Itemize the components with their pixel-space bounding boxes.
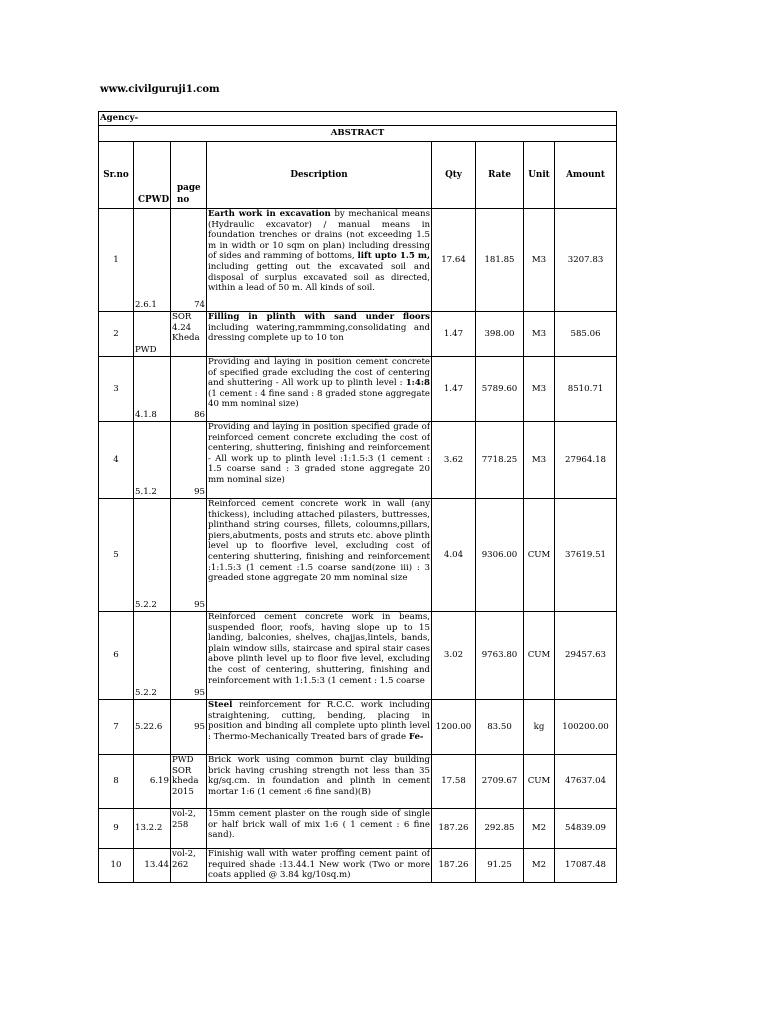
description-segment: reinforcement for R.C.C. work including straightening, cutting, bending, placing in position and binding all complete upto plinth level : Thermo-Mechanically Treated bars of grade: [208, 700, 430, 742]
row-description-text: [208, 422, 430, 486]
description-segment: Providing and laying in position cement concrete of specified grade excluding the cost of centering and shuttering - All work up to plinth level :: [208, 357, 430, 389]
row-page-no: vol-2, 262: [171, 849, 207, 883]
row-page-no: PWD SOR kheda 2015: [171, 755, 207, 809]
row-description-text: [208, 612, 430, 686]
row-unit: M2: [524, 809, 555, 849]
row-amount: 47637.04: [555, 755, 617, 809]
row-qty: 4.04: [432, 499, 476, 612]
row-qty: 17.58: [432, 755, 476, 809]
row-description: [207, 809, 432, 849]
row-description-text: [208, 700, 430, 742]
row-amount: 585.06: [555, 312, 617, 357]
row-unit: M3: [524, 357, 555, 422]
row-rate: 7718.25: [476, 422, 524, 499]
row-rate: 9763.80: [476, 612, 524, 700]
row-qty: 187.26: [432, 849, 476, 883]
table-row: [99, 357, 617, 422]
row-sr-no: 7: [99, 700, 134, 755]
table-row: [99, 209, 617, 312]
description-segment: including getting out the excavated soil and disposal of surplus excavated soil as directed, within a lead of 50 m. All kinds of soil.: [208, 261, 430, 294]
row-sr-no: 1: [99, 209, 134, 312]
row-cpwd-code: 13.2.2: [134, 809, 171, 849]
row-unit: kg: [524, 700, 555, 755]
table-title: ABSTRACT: [99, 126, 617, 142]
description-segment: Earth work in excavation: [208, 209, 331, 219]
row-description: [207, 422, 432, 499]
row-unit: M3: [524, 312, 555, 357]
description-segment: 1:4:8: [405, 378, 430, 389]
row-sr-no: 5: [99, 499, 134, 612]
row-cpwd-code: 5.22.6: [134, 700, 171, 755]
row-unit: M2: [524, 849, 555, 883]
table-row: [99, 849, 617, 883]
row-qty: 187.26: [432, 809, 476, 849]
row-description: [207, 849, 432, 883]
col-header-description: Description: [207, 142, 432, 209]
header-row: [99, 142, 617, 209]
table-row: [99, 422, 617, 499]
row-qty: 1.47: [432, 357, 476, 422]
row-amount: 8510.71: [555, 357, 617, 422]
row-page-no: 95: [171, 422, 207, 499]
row-description: [207, 612, 432, 700]
table-row: [99, 755, 617, 809]
col-header-page-line1: page: [177, 183, 201, 193]
row-rate: 83.50: [476, 700, 524, 755]
agency-label: Agency-: [99, 112, 617, 126]
description-segment: Reinforced cement concrete work in wall (any thickess), including attached pilasters, buttresses, plinthand string courses, fillets, coloumns,pillars, piers,abutments, posts and struts etc. above plinth level up to floorfive level, excluding cost of centering shuttering, finishing and reinforcement :1:1.5:3 (1 cement :1.5 coarse sand(zone iii) : 3 greaded stone aggregate 20 mm nominal size: [208, 499, 430, 584]
row-rate: 91.25: [476, 849, 524, 883]
row-page-no: 86: [171, 357, 207, 422]
row-description-text: [208, 499, 430, 584]
row-description-text: [208, 809, 430, 841]
row-page-no: 74: [171, 209, 207, 312]
row-amount: 27964.18: [555, 422, 617, 499]
row-qty: 17.64: [432, 209, 476, 312]
row-unit: M3: [524, 209, 555, 312]
row-amount: 100200.00: [555, 700, 617, 755]
row-cpwd-code: 6.19: [134, 755, 171, 809]
row-cpwd-code: 5.1.2: [134, 422, 171, 499]
row-description: [207, 209, 432, 312]
col-header-unit: Unit: [524, 142, 555, 209]
row-description: [207, 700, 432, 755]
col-header-sr: Sr.no: [99, 142, 134, 209]
row-description: [207, 357, 432, 422]
row-qty: 1.47: [432, 312, 476, 357]
row-description-text: [208, 755, 430, 797]
col-header-qty: Qty: [432, 142, 476, 209]
description-segment: Providing and laying in position specified grade of reinforced cement concrete excluding the cost of centering, shuttering, finishing and reinforcement - All work up to plinth level :1:1.5:3 (1 cement : 1.5 coarse sand : 3 graded stone aggregate 20 mm nominal size): [208, 422, 430, 485]
row-cpwd-code: 2.6.1: [134, 209, 171, 312]
description-segment: Finishig wall with water proffing cement paint of required shade :13.44.1 New work (Two or more coats applied @ 3.84 kg/10sq.m): [208, 849, 430, 881]
row-rate: 9306.00: [476, 499, 524, 612]
row-description: [207, 755, 432, 809]
row-amount: 54839.09: [555, 809, 617, 849]
row-sr-no: 6: [99, 612, 134, 700]
table-row: [99, 499, 617, 612]
row-qty: 3.62: [432, 422, 476, 499]
row-cpwd-code: 4.1.8: [134, 357, 171, 422]
description-segment: (1 cement : 4 fine sand : 8 graded stone aggregate 40 mm nominal size): [208, 388, 430, 410]
row-page-no: SOR 4.24 Kheda: [171, 312, 207, 357]
table-body: [99, 209, 617, 883]
row-amount: 37619.51: [555, 499, 617, 612]
description-segment: Steel: [208, 700, 233, 710]
col-header-cpwd: CPWD: [134, 142, 171, 209]
description-segment: Brick work using common burnt clay building brick having crushing strength not less than 35 kg/sq.cm. in foundation and plinth in cement mortar 1:6 (1 cement :6 fine sand)(B): [208, 755, 430, 797]
row-unit: CUM: [524, 499, 555, 612]
row-cpwd-code: 5.2.2: [134, 499, 171, 612]
row-sr-no: 4: [99, 422, 134, 499]
row-sr-no: 3: [99, 357, 134, 422]
row-rate: 398.00: [476, 312, 524, 357]
row-rate: 2709.67: [476, 755, 524, 809]
col-header-page-line2: no: [177, 195, 190, 205]
row-page-no: 95: [171, 499, 207, 612]
row-page-no: vol-2, 258: [171, 809, 207, 849]
row-unit: CUM: [524, 755, 555, 809]
description-segment: lift upto 1.5 m,: [357, 251, 430, 262]
row-cpwd-code: 13.44: [134, 849, 171, 883]
table-row: [99, 612, 617, 700]
table-row: [99, 700, 617, 755]
row-description: [207, 499, 432, 612]
row-rate: 5789.60: [476, 357, 524, 422]
row-qty: 1200.00: [432, 700, 476, 755]
row-rate: 181.85: [476, 209, 524, 312]
row-page-no: 95: [171, 700, 207, 755]
col-header-page: [171, 142, 207, 209]
col-header-rate: Rate: [476, 142, 524, 209]
row-sr-no: 2: [99, 312, 134, 357]
table-row: [99, 312, 617, 357]
row-cpwd-code: PWD: [134, 312, 171, 357]
row-cpwd-code: 5.2.2: [134, 612, 171, 700]
row-description: [207, 312, 432, 357]
description-segment: Fe-: [408, 731, 424, 742]
description-segment: including watering,rammming,consolidating and dressing complete up to 10 ton: [208, 322, 430, 344]
row-amount: 3207.83: [555, 209, 617, 312]
description-segment: Reinforced cement concrete work in beams, suspended floor, roofs, having slope up to 15 landing, balconies, shelves, chajjas,lintels, bands, plain window sills, staircase and spiral stair cases above plinth level up to floor five level, excluding the cost of centering, shuttering, finishing and reinforcement with 1:1.5:3 (1 cement : 1.5 coarse: [208, 612, 430, 686]
row-amount: 29457.63: [555, 612, 617, 700]
description-segment: 15mm cement plaster on the rough side of single or half brick wall of mix 1:6 ( 1 cement : 6 fine sand).: [208, 809, 430, 841]
website-header: www.civilguruji1.com: [100, 84, 220, 95]
row-qty: 3.02: [432, 612, 476, 700]
row-page-no: 95: [171, 612, 207, 700]
row-description-text: [208, 357, 430, 410]
row-sr-no: 8: [99, 755, 134, 809]
row-sr-no: 10: [99, 849, 134, 883]
row-description-text: [208, 209, 430, 294]
row-rate: 292.85: [476, 809, 524, 849]
abstract-table: [98, 111, 617, 883]
row-description-text: [208, 312, 430, 344]
description-segment: Filling in plinth with sand under floors: [208, 312, 430, 322]
row-description-text: [208, 849, 430, 881]
row-unit: CUM: [524, 612, 555, 700]
row-amount: 17087.48: [555, 849, 617, 883]
col-header-amount: Amount: [555, 142, 617, 209]
description-segment: by mechanical means (Hydraulic excavator) / manual means in foundation trenches or drains (not exceeding 1.5 m in width or 10 sqm on plan) including dressing of sides and ramming of bottoms,: [208, 209, 430, 262]
table-row: [99, 809, 617, 849]
row-sr-no: 9: [99, 809, 134, 849]
row-unit: M3: [524, 422, 555, 499]
